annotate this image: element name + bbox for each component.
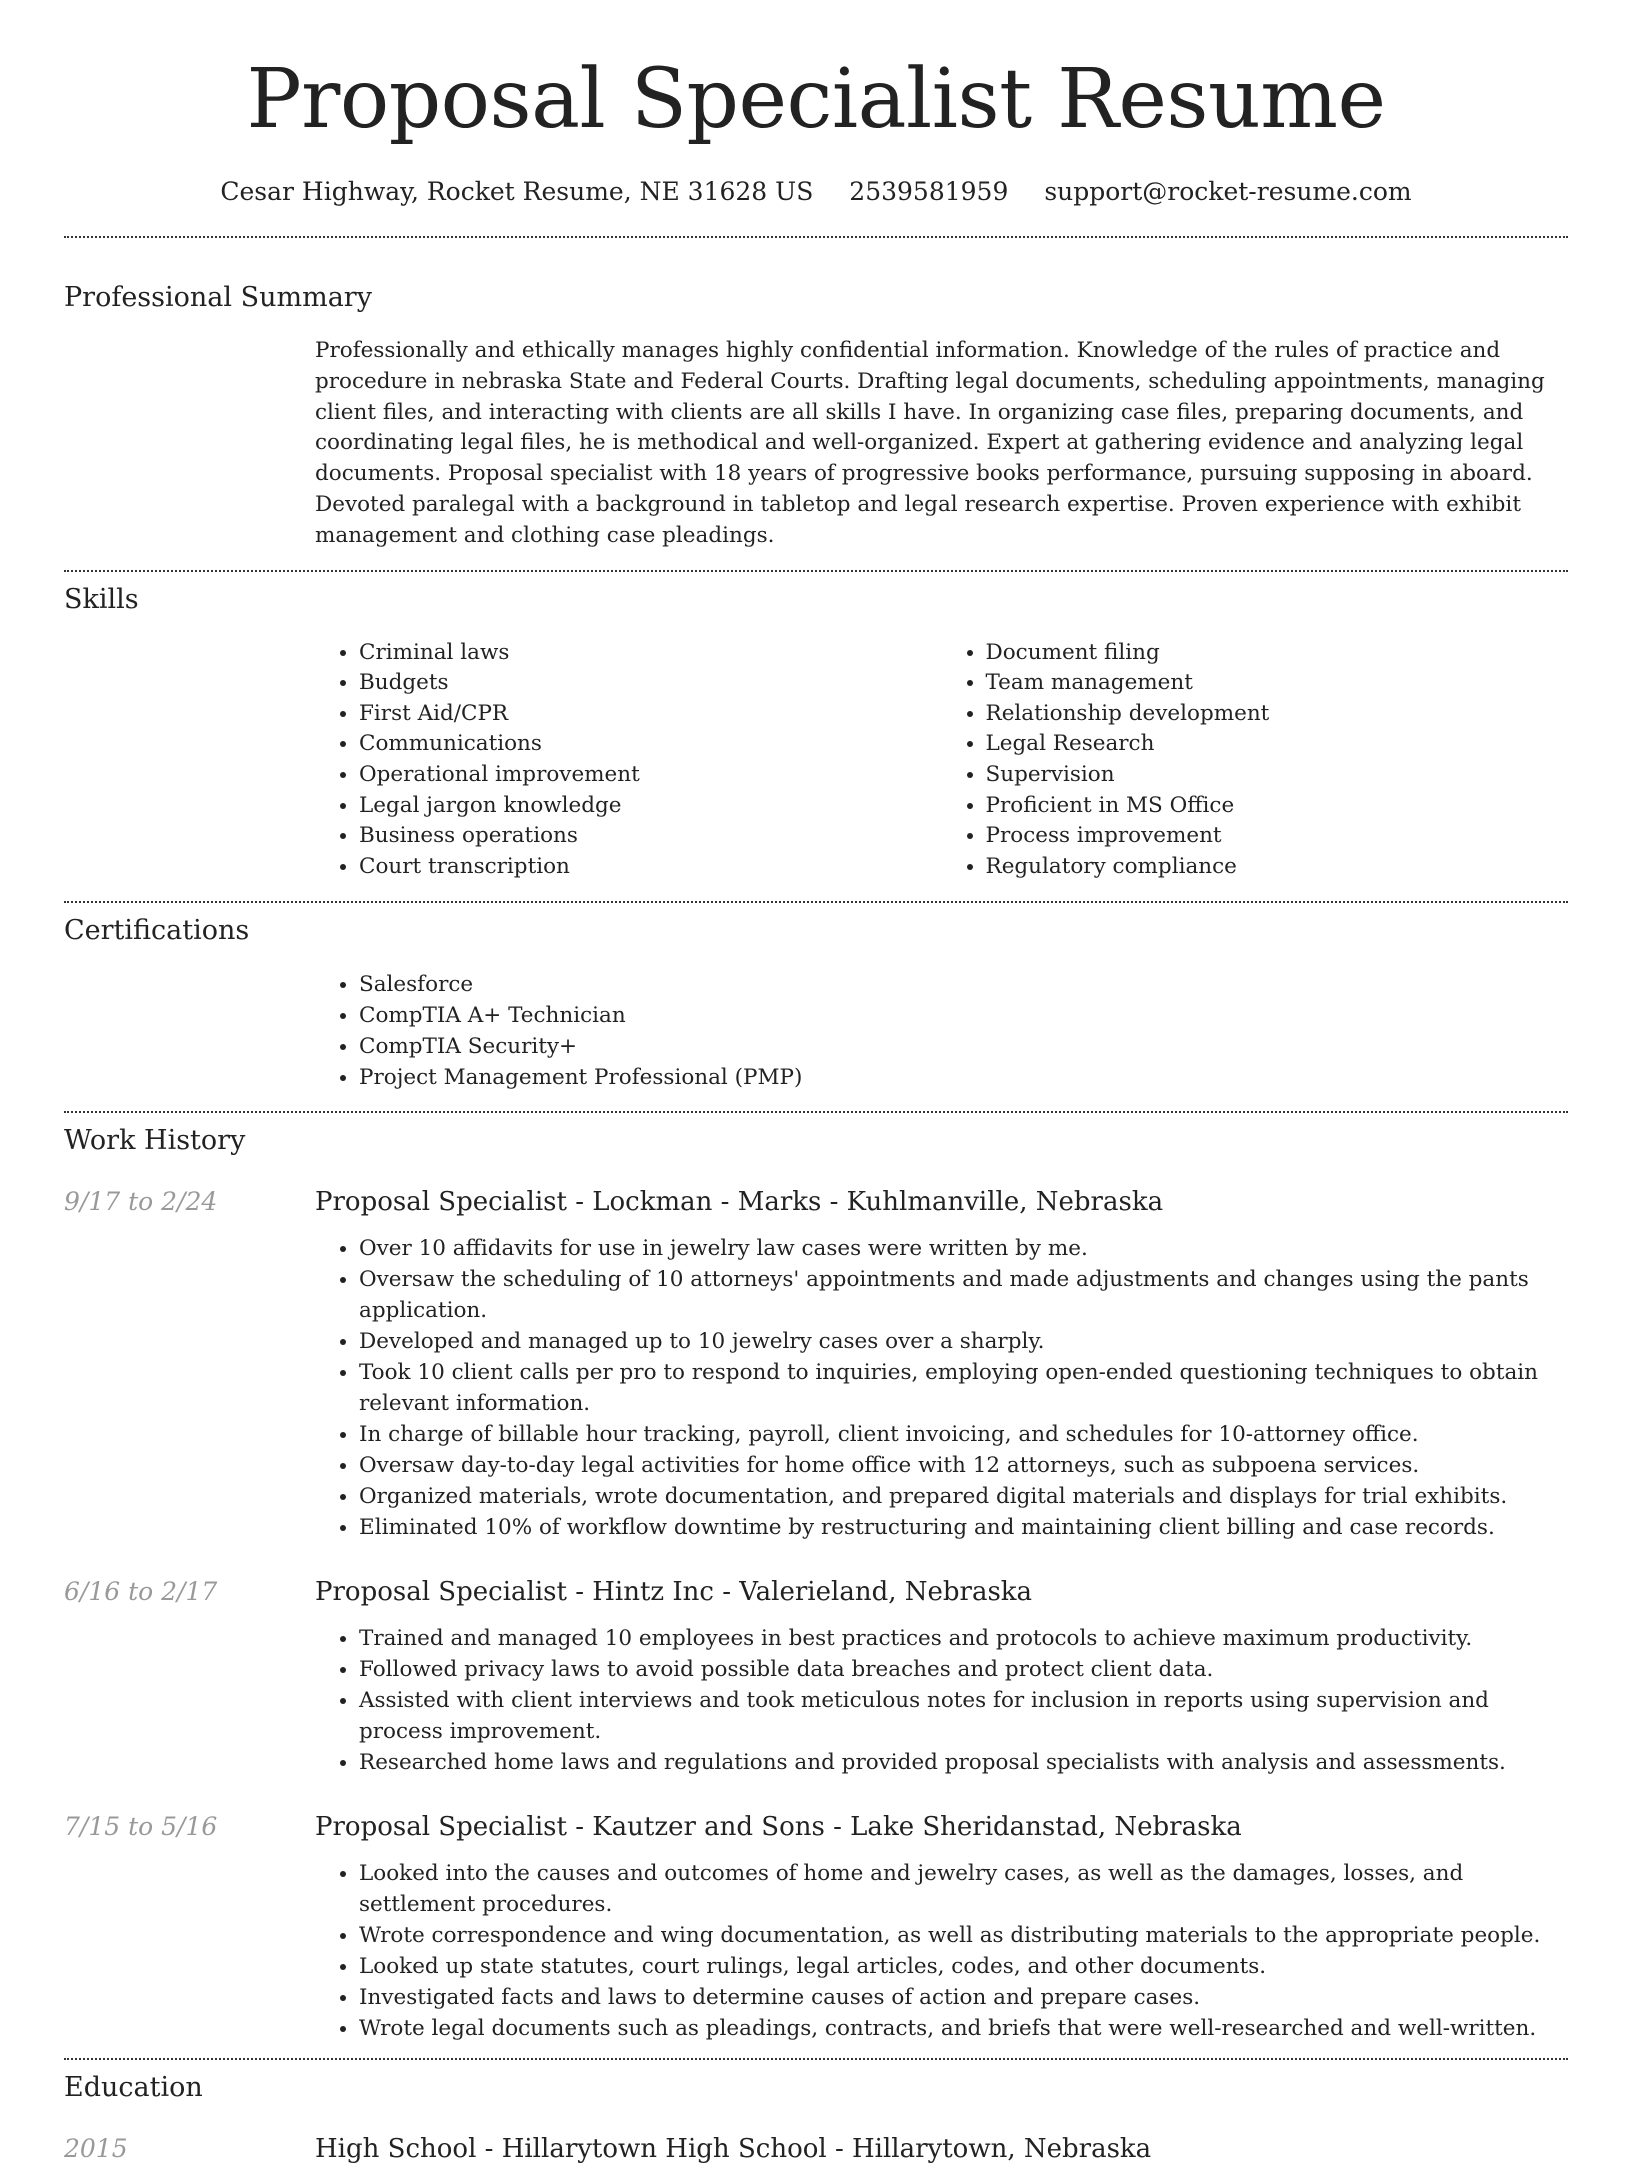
skill-item: • Process improvement <box>986 821 1569 852</box>
certifications-heading: Certifications <box>64 915 250 947</box>
contact-email: support@rocket-resume.com <box>1044 177 1412 206</box>
skills-list <box>315 638 1568 883</box>
job-bullet: • Developed and managed up to 10 jewelry cases over a sharply. <box>359 1326 1568 1357</box>
contact-line <box>64 176 1568 208</box>
skill-item: • Document filing <box>986 638 1569 669</box>
job-dates: 9/17 to 2/24 <box>64 1187 218 1217</box>
summary-text: Professionally and ethically manages highly confidential information. Knowledge of the rules of practice and procedure in nebraska State and Federal Courts. Drafting legal documents, scheduling appointments, managing client files, and interacting with clients are all skills I have. In organizing case files, preparing documents, and coordinating legal files, he is methodical and well-organized. Expert at gathering evidence and analyzing legal documents. Proposal specialist with 18 years of progressive books performance, pursuing supposing in aboard. Devoted paralegal with a background in tabletop and legal research expertise. Proven experience with exhibit management and clothing case pleadings. <box>315 338 1545 548</box>
skill-item: • Legal jargon knowledge <box>359 791 942 822</box>
education-title: High School - Hillarytown High School - Hillarytown, Nebraska <box>315 2134 1152 2164</box>
certification-item: • CompTIA A+ Technician <box>359 1000 1568 1031</box>
job-bullet: • In charge of billable hour tracking, payroll, client invoicing, and schedules for 10-attorney office. <box>359 1419 1568 1450</box>
job-bullet: • Wrote correspondence and wing documentation, as well as distributing materials to the appropriate people. <box>359 1920 1568 1951</box>
education-list <box>64 2134 1568 2164</box>
job-bullet-list <box>315 1233 1568 1543</box>
job-header <box>64 1187 1568 1217</box>
skill-item: • Operational improvement <box>359 760 942 791</box>
job-header <box>64 1577 1568 1607</box>
skill-item: • Court transcription <box>359 852 942 883</box>
divider <box>64 2058 1568 2060</box>
skill-item: • Team management <box>986 668 1569 699</box>
job-bullet: • Looked up state statutes, court rulings, legal articles, codes, and other documents. <box>359 1951 1568 1982</box>
certification-item: • Project Management Professional (PMP) <box>359 1062 1568 1093</box>
job-bullet: • Oversaw day-to-day legal activities for home office with 12 attorneys, such as subpoena services. <box>359 1450 1568 1481</box>
certification-item: • Salesforce <box>359 969 1568 1000</box>
job-bullet: • Took 10 client calls per pro to respond to inquiries, employing open-ended questioning techniques to obtain relevant information. <box>359 1357 1568 1419</box>
work-history <box>64 1187 1568 2044</box>
certification-item: • CompTIA Security+ <box>359 1031 1568 1062</box>
job-bullet-list <box>315 1858 1568 2044</box>
job-header <box>64 1812 1568 1842</box>
education-item <box>64 2134 1568 2164</box>
job-title: Proposal Specialist - Hintz Inc - Valerieland, Nebraska <box>315 1577 1033 1608</box>
skills-column-left <box>315 638 942 883</box>
skill-item: • Criminal laws <box>359 638 942 669</box>
job-bullet: • Organized materials, wrote documentation, and prepared digital materials and displays for trial exhibits. <box>359 1481 1568 1512</box>
skill-item: • Regulatory compliance <box>986 852 1569 883</box>
job-dates: 7/15 to 5/16 <box>64 1812 218 1842</box>
divider <box>64 1111 1568 1113</box>
job-bullet: • Looked into the causes and outcomes of home and jewelry cases, as well as the damages, losses, and settlement procedures. <box>359 1858 1568 1920</box>
job-title: Proposal Specialist - Kautzer and Sons - Lake Sheridanstad, Nebraska <box>315 1812 1242 1843</box>
job-bullets <box>315 1623 1568 1778</box>
job-bullet: • Wrote legal documents such as pleadings, contracts, and briefs that were well-researched and well-written. <box>359 2013 1568 2044</box>
divider <box>64 236 1568 238</box>
job-bullet: • Investigated facts and laws to determine causes of action and prepare cases. <box>359 1982 1568 2013</box>
divider <box>64 570 1568 572</box>
page-title: Proposal Specialist Resume <box>246 52 1386 147</box>
skills-column-right <box>942 638 1569 883</box>
job-bullet: • Over 10 affidavits for use in jewelry law cases were written by me. <box>359 1233 1568 1264</box>
certifications-list <box>315 969 1568 1093</box>
education-heading: Education <box>64 2072 203 2104</box>
summary-heading: Professional Summary <box>64 282 372 313</box>
job-bullet-list <box>315 1623 1568 1778</box>
skill-item: • Relationship development <box>986 699 1569 730</box>
job-bullets <box>315 1233 1568 1543</box>
job-dates: 6/16 to 2/17 <box>64 1577 218 1607</box>
skill-item: • Business operations <box>359 821 942 852</box>
job-bullet: • Followed privacy laws to avoid possible data breaches and protect client data. <box>359 1654 1568 1685</box>
job-bullets <box>315 1858 1568 2044</box>
work-heading: Work History <box>64 1125 246 1157</box>
skill-item: • Communications <box>359 729 942 760</box>
education-year: 2015 <box>64 2134 128 2164</box>
job-title: Proposal Specialist - Lockman - Marks - Kuhlmanville, Nebraska <box>315 1187 1164 1218</box>
job-bullet: • Assisted with client interviews and took meticulous notes for inclusion in reports using supervision and process improvement. <box>359 1685 1568 1747</box>
skill-item: • Legal Research <box>986 729 1569 760</box>
contact-address: Cesar Highway, Rocket Resume, NE 31628 US <box>220 177 814 206</box>
divider <box>64 901 1568 903</box>
contact-phone: 2539581959 <box>849 177 1009 206</box>
certifications-items <box>315 969 1568 1093</box>
skills-heading: Skills <box>64 583 139 615</box>
job-bullet: • Researched home laws and regulations and provided proposal specialists with analysis and assessments. <box>359 1747 1568 1778</box>
skill-item: • Proficient in MS Office <box>986 791 1569 822</box>
job-bullet: • Eliminated 10% of workflow downtime by restructuring and maintaining client billing and case records. <box>359 1512 1568 1543</box>
job-bullet: • Trained and managed 10 employees in best practices and protocols to achieve maximum productivity. <box>359 1623 1568 1654</box>
job-bullet: • Oversaw the scheduling of 10 attorneys' appointments and made adjustments and changes using the pants application. <box>359 1264 1568 1326</box>
skill-item: • First Aid/CPR <box>359 699 942 730</box>
skill-item: • Supervision <box>986 760 1569 791</box>
skill-item: • Budgets <box>359 668 942 699</box>
